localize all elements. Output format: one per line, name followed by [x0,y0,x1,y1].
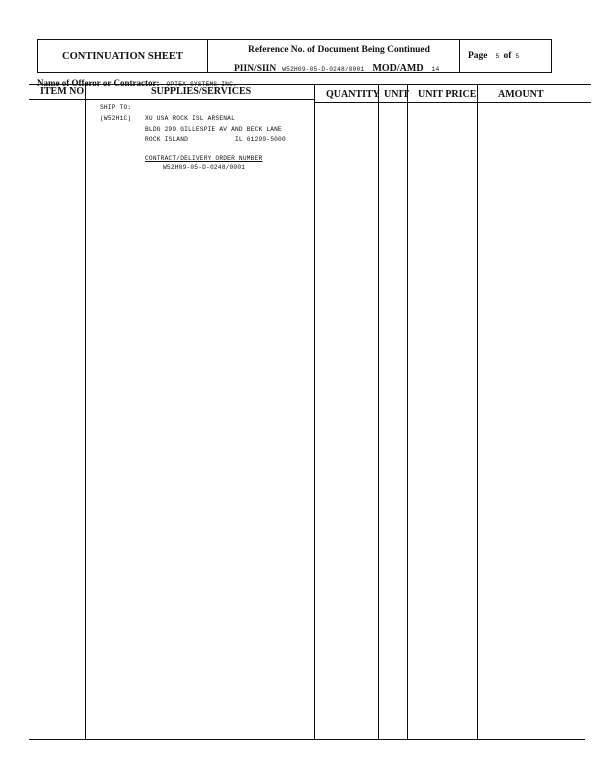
ship-to-state-zip: IL 61299-5000 [235,136,286,143]
page-label: Page [468,51,488,61]
piin-label: PIIN/SIIN [234,64,277,74]
header-right-border [551,39,552,72]
column-header-bottom-border-right [314,102,591,103]
page-current: 5 [495,53,500,60]
ship-to-city: ROCK ISLAND [145,136,189,143]
column-divider-supplies [314,84,315,739]
offeror-value: OPTEX SYSTEMS INC. [166,81,237,88]
offeror-label: Name of Offeror or Contractor: [37,78,160,88]
column-header-quantity: QUANTITY [326,89,380,100]
column-divider-item [85,84,86,739]
ship-to-address-line-2: BLDG 299 GILLESPIE AV AND BECK LANE [145,126,282,133]
page-bottom-border [29,739,585,740]
header-divider-2 [459,39,460,72]
page-of: of [503,51,512,61]
column-header-item-no: ITEM NO [40,86,85,97]
ship-to-address-line-1: XU USA ROCK ISL ARSENAL [145,115,236,122]
piin-row [234,58,439,76]
column-header-top-border [29,84,591,85]
column-divider-unit-price [477,84,478,739]
column-divider-unit [407,84,408,739]
ship-to-label: SHIP TO: [100,104,132,111]
column-header-supplies: SUPPLIES/SERVICES [151,86,252,97]
column-header-unit-price: UNIT PRICE [418,89,477,100]
header-top-border [37,39,552,40]
page-indicator [468,45,519,63]
header-divider-1 [207,39,208,72]
mod-label: MOD/AMD [372,63,424,74]
order-number-value: W52H09-05-D-0248/0001 [163,164,246,171]
page-total: 5 [515,53,520,60]
column-header-unit: UNIT [384,89,410,100]
piin-value: W52H09-05-D-0248/0001 [282,66,365,73]
column-header-bottom-border [29,99,314,100]
sheet-title: CONTINUATION SHEET [62,51,183,62]
reference-label: Reference No. of Document Being Continued [248,45,430,55]
mod-value: 14 [431,66,440,73]
order-number-label: CONTRACT/DELIVERY ORDER NUMBER [145,155,263,162]
column-divider-quantity [378,84,379,739]
ship-to-code: (W52H1C) [100,115,132,122]
column-header-amount: AMOUNT [498,89,544,100]
header-left-border [37,39,38,72]
